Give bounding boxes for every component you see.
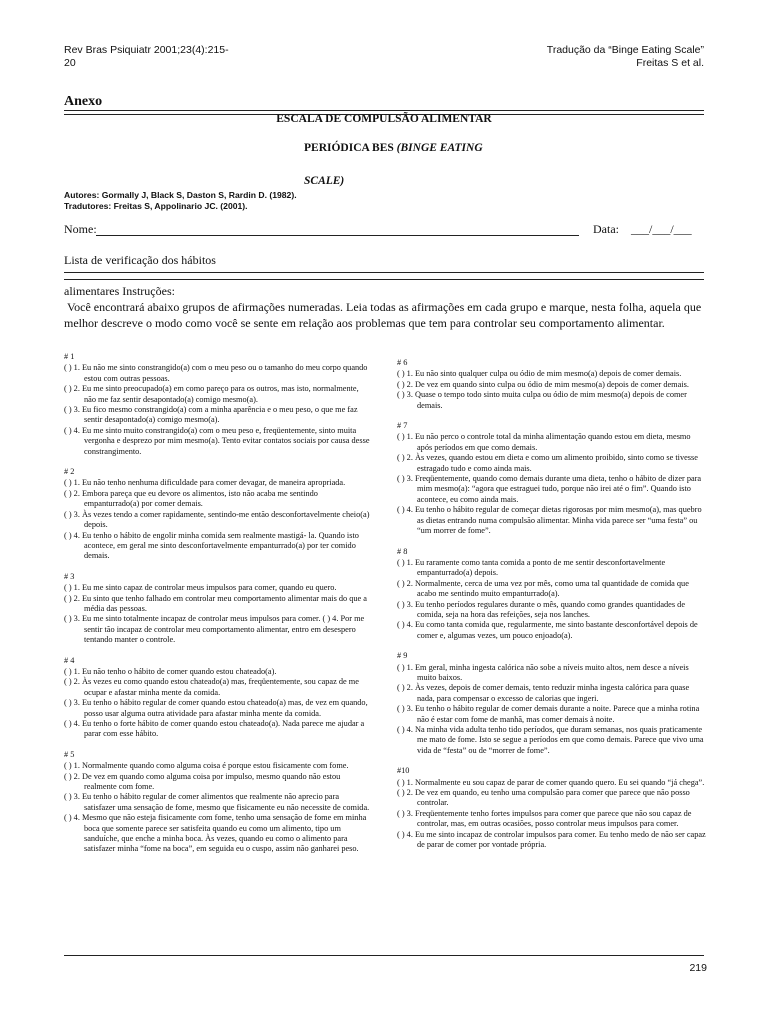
answer-option[interactable]: ( ) 1. Eu não perco o controle total da minha alimentação quando estou em dieta, mesmo após períodos em que como demais. (397, 432, 691, 452)
answer-option[interactable]: ( ) 2. Eu me sinto preocupado(a) em como pareço para os outros, mas isto, normalmente, não me faz sentir desapontado(a) comigo mesmo(a). (64, 384, 359, 404)
answer-option[interactable]: ( ) 4. Eu como tanta comida que, regularmente, me sinto bastante desconfortável depois de comer e, algumas vezes, um pouco enjoado(a). (397, 620, 698, 640)
answer-option[interactable]: ( ) 2. Normalmente, cerca de uma vez por mês, como uma tal quantidade de comida que acabo me sentindo muito empanturrado(a). (397, 578, 689, 599)
question-number: # 8 (397, 546, 408, 556)
answer-option[interactable]: ( ) 3. Freqüentemente tenho fortes impulsos para comer que parece que não sou capaz de controlar, mas, em outras ocasiões, posso controlar meus impulsos para comer. (397, 808, 692, 829)
question-number: # 3 (64, 571, 75, 581)
question-number: # 4 (64, 655, 75, 665)
right-column (397, 358, 707, 860)
answer-option[interactable]: ( ) 4. Eu me sinto muito constrangido(a) com o meu peso e, freqüentemente, sinto muita vergonha e desprezo por mim mesmo(a). Tento evitar contatos sociais por causa desse constrangimento. (64, 425, 370, 456)
answer-option[interactable]: ( ) 4. Eu me sinto incapaz de controlar impulsos para comer. Eu tenho medo de não ser capaz de parar de comer por vontade própria. (397, 829, 706, 850)
name-field[interactable] (96, 235, 579, 236)
answer-option[interactable]: ( ) 2. Às vezes eu como quando estou chateado(a) mas, freqüentemente, sou capaz de me ocupar e afastar minha mente da comida. (64, 677, 359, 697)
journal-citation (64, 44, 229, 69)
subtitle-italic: (BINGE EATING (396, 142, 483, 154)
question-group-4 (64, 656, 370, 740)
annex-heading: Anexo (64, 94, 103, 109)
answer-option[interactable]: ( ) 3. Eu tenho períodos regulares durante o mês, quando como grandes quantidades de comida, seja na hora das refeições, seja nos lanches. (397, 599, 686, 619)
answer-option[interactable]: ( ) 3. Eu tenho o hábito regular de comer quando estou chateado(a) mas, de vez em quando, posso usar alguma outra atividade para afastar minha mente da comida. (64, 698, 368, 718)
page-number: 219 (689, 962, 707, 974)
divider (64, 110, 704, 111)
divider (64, 272, 704, 273)
credits (64, 190, 297, 212)
date-field[interactable]: ___/___/___ (631, 222, 692, 236)
answer-option[interactable]: ( ) 2. De vez em quando como alguma coisa por impulso, mesmo quando não estou realmente com fome. (64, 771, 341, 792)
answer-option[interactable]: ( ) 1. Normalmente quando como alguma coisa é porque estou fisicamente com fome. (64, 761, 349, 771)
answer-option[interactable]: ( ) 2. Às vezes, depois de comer demais, tento reduzir minha ingesta calórica para quase nada, para compensar o excesso de calorias que ingeri. (397, 683, 690, 703)
running-title (547, 44, 704, 69)
question-group-3 (64, 572, 370, 646)
question-number: # 2 (64, 467, 75, 477)
name-label: Nome: (64, 222, 97, 236)
answer-option[interactable]: ( ) 3. Eu tenho o hábito regular de comer alimentos que realmente não aprecio para satisfazer uma sensação de fome, mesmo que fisicamente eu não necessite de comida. (64, 792, 370, 812)
checklist-title: Lista de verificação dos hábitos (64, 253, 216, 267)
answer-option[interactable]: ( ) 3. Eu me sinto totalmente incapaz de controlar meus impulsos para comer. ( ) 4. Por me sentir tão incapaz de controlar meu comportamento alimentar, entro em desespero tentando manter o controle. (64, 614, 365, 645)
running-title-line2: Freitas S et al. (636, 56, 704, 69)
question-number: # 5 (64, 749, 75, 759)
answer-option[interactable]: ( ) 2. De vez em quando sinto culpa ou ódio de mim mesmo(a) depois de comer demais. (397, 379, 689, 389)
answer-option[interactable]: ( ) 1. Eu não sinto qualquer culpa ou ódio de mim mesmo(a) depois de comer demais. (397, 369, 682, 379)
answer-option[interactable]: ( ) 3. Quase o tempo todo sinto muita culpa ou ódio de mim mesmo(a) depois de comer demais. (397, 390, 687, 410)
translators: Tradutores: Freitas S, Appolinario JC. (2001). (64, 201, 248, 211)
answer-option[interactable]: ( ) 1. Eu não me sinto constrangido(a) com o meu peso ou o tamanho do meu corpo quando estou com outras pessoas. (64, 363, 368, 383)
running-title-line1: Tradução da “Binge Eating Scale” (546, 44, 704, 56)
question-number: # 7 (397, 421, 408, 431)
question-number: # 6 (397, 358, 408, 367)
answer-option[interactable]: ( ) 3. Eu tenho o hábito regular de comer demais durante a noite. Parece que a minha rotina não é estar com fome de manhã, mas comer demais à noite. (397, 704, 700, 724)
question-group-8 (397, 547, 707, 642)
subtitle-plain: PERIÓDICA BES (304, 142, 397, 154)
answer-option[interactable]: ( ) 4. Eu tenho o forte hábito de comer quando estou chateado(a). Nada parece me ajudar a parar com esse hábito. (64, 719, 365, 739)
answer-option[interactable]: ( ) 2. Às vezes, quando estou em dieta e como um alimento proibido, sinto como se tivesse estragado tudo e como ainda mais. (397, 453, 698, 473)
instructions-label: alimentares Instruções: (64, 284, 175, 298)
answer-option[interactable]: ( ) 4. Eu tenho o hábito de engolir minha comida sem realmente mastigá- la. Quando isto acontece, em geral me sinto desconfortavelmente empanturrado(a) por ter comido demais. (64, 530, 359, 561)
answer-option[interactable]: ( ) 1. Eu me sinto capaz de controlar meus impulsos para comer, quando eu quero. (64, 583, 337, 593)
answer-option[interactable]: ( ) 1. Normalmente eu sou capaz de parar de comer quando quero. Eu sei quando “já chega”. (397, 777, 705, 787)
question-group-6 (397, 358, 707, 411)
instructions-text: Você encontrará abaixo grupos de afirmações numeradas. Leia todas as afirmações em cada grupo e marque, nesta folha, aquela que melhor descreve o modo como você se sente em relação aos problemas que tem para controlar seu comportamento alimentar. (64, 300, 702, 330)
answer-option[interactable]: ( ) 2. De vez em quando, eu tenho uma compulsão para comer que parece que não posso controlar. (397, 788, 690, 808)
answer-option[interactable]: ( ) 2. Eu sinto que tenho falhado em controlar meu comportamento alimentar mais do que a média das pessoas. (64, 593, 367, 613)
date-label: Data: (593, 222, 619, 236)
answer-option[interactable]: ( ) 1. Eu não tenho nenhuma dificuldade para comer devagar, de maneira apropriada. (64, 478, 346, 488)
question-group-7 (397, 421, 707, 536)
question-group-5 (64, 750, 370, 855)
footer-divider (64, 955, 704, 956)
answer-option[interactable]: ( ) 2. Embora pareça que eu devore os alimentos, isto não acaba me sentindo empanturrado(a) por comer demais. (64, 488, 318, 509)
left-column (64, 352, 370, 865)
question-group-10 (397, 766, 707, 850)
question-number: # 9 (397, 651, 408, 661)
subtitle-line1 (304, 142, 483, 154)
answer-option[interactable]: ( ) 1. Em geral, minha ingesta calórica não sobe a níveis muito altos, nem desce a níveis muito baixos. (397, 662, 689, 682)
answer-option[interactable]: ( ) 4. Na minha vida adulta tenho tido períodos, que duram semanas, nos quais praticamente me mato de fome. Isto se segue a períodos em que como demais. Parece que vivo uma vida de “festa” ou de “morrer de fome”. (397, 725, 704, 755)
divider (64, 279, 704, 280)
journal-citation-line2: 20 (64, 56, 76, 69)
subtitle-line2: SCALE) (304, 175, 345, 187)
question-group-9 (397, 651, 707, 756)
question-number: # 1 (64, 352, 75, 361)
answer-option[interactable]: ( ) 3. Às vezes tendo a comer rapidamente, sentindo-me então desconfortavelmente cheio(a) depois. (64, 509, 370, 530)
answer-option[interactable]: ( ) 1. Eu raramente como tanta comida a ponto de me sentir desconfortavelmente empanturrado(a) depois. (397, 557, 666, 578)
answer-option[interactable]: ( ) 3. Eu fico mesmo constrangido(a) com a minha aparência e o meu peso, o que me faz sentir desapontado(a) comigo mesmo(a). (64, 405, 358, 425)
question-group-2 (64, 467, 370, 562)
journal-citation-line1: Rev Bras Psiquiatr 2001;23(4):215- (64, 44, 229, 56)
answer-option[interactable]: ( ) 3. Freqüentemente, quando como demais durante uma dieta, tenho o hábito de dizer para mim mesmo(a): “agora que estraguei tudo, porque não irei até o fim”. Quando isto acontece, eu como ainda mais. (397, 474, 702, 504)
scale-title: ESCALA DE COMPULSÃO ALIMENTAR (276, 113, 492, 125)
authors: Autores: Gormally J, Black S, Daston S, Rardin D. (1982). (64, 190, 297, 200)
question-number: #10 (397, 766, 410, 776)
question-group-1 (64, 352, 370, 457)
answer-option[interactable]: ( ) 4. Eu tenho o hábito regular de começar dietas rigorosas por mim mesmo(a), mas quebro as dietas entrando numa compulsão alimentar. Minha vida parece ser “uma festa” ou “um morrer de fome”. (397, 505, 702, 536)
answer-option[interactable]: ( ) 1. Eu não tenho o hábito de comer quando estou chateado(a). (64, 666, 277, 676)
answer-option[interactable]: ( ) 4. Mesmo que não esteja fisicamente com fome, tenho uma sensação de fome em minha boca que somente parece ser satisfeita quando eu como um alimento, tipo um sanduíche, que enche a minha boca. Às vezes, quando eu como o alimento para satisfazer minha “fome na boca”, em seguida eu o cuspo, assim não ganharei peso. (64, 813, 367, 854)
